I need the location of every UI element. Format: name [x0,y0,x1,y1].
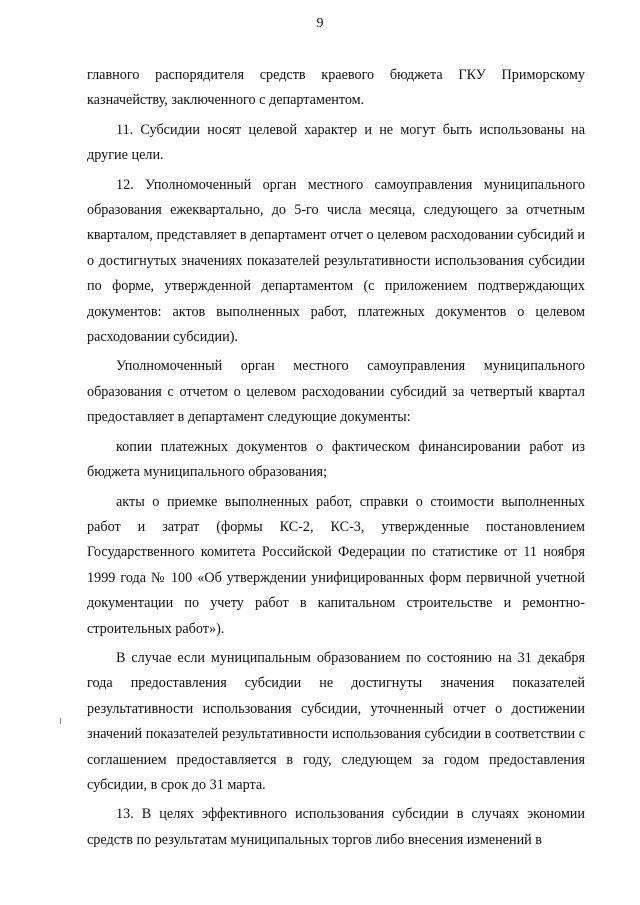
paragraph-item-12: 12. Уполномоченный орган местного самоуправления муниципального образования ежеквартально, до 5-го числа месяца, следующего за отчетным кварталом, представляет в департамент отчет о целевом расходовании субсидий и о достигнутых значениях показателей результативности использования субсидии по форме, утвержденной департаментом (с приложением подтверждающих документов: актов выполненных работ, платежных документов о целевом расходовании субсидии). [87,176,585,346]
paragraph-payment-copies: копии платежных документов о фактическом финансировании работ из бюджета муниципального образования; [87,438,585,481]
paragraph-refined-report: В случае если муниципальным образованием по состоянию на 31 декабря года предоставления субсидии не достигнуты значения показателей результативности использования субсидии, уточненный отчет о достижении значений показателей результативности использования субсидии в соответствии с соглашением предоставляется в году, следующем за годом предоставления субсидии, в срок до 31 марта. [87,649,585,793]
page-number: 9 [316,16,324,31]
paragraph-item-13: 13. В целях эффективного использования субсидии в случаях экономии средств по результатам муниципальных торгов либо внесения изменений в [87,806,585,848]
paragraph-continuation: главного распорядителя средств краевого бюджета ГКУ Приморскому казначейству, заключенного с департаментом. [87,67,585,109]
paragraph-fourth-quarter-docs: Уполномоченный орган местного самоуправления муниципального образования с отчетом о целевом расходовании субсидий за четвертый квартал предоставляет в департамент следующие документы: [87,358,585,426]
document-body [87,63,585,857]
paragraph-acceptance-acts: акты о приемке выполненных работ, справки о стоимости выполненных работ и затрат (формы КС-2, КС-3, утвержденные постановлением Государственного комитета Российской Федерации по статистике от 11 ноября 1999 года № 100 «Об утверждении унифицированных форм первичной учетной документации по учету работ в капитальном строительстве и ремонтно-строительных работ»). [87,493,585,637]
margin-mark [60,718,61,724]
paragraph-item-11: 11. Субсидии носят целевой характер и не могут быть использованы на другие цели. [87,121,585,164]
